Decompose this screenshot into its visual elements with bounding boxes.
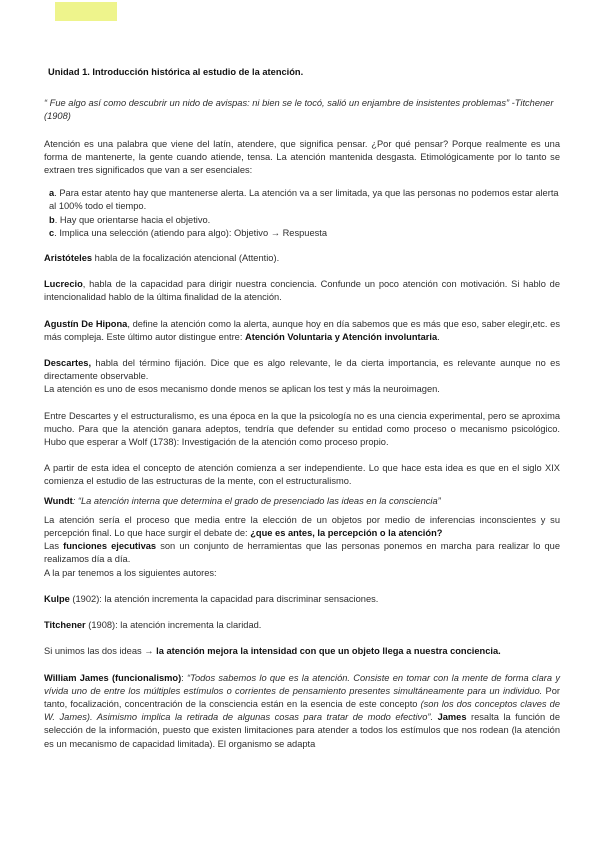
independiente-paragraph: A partir de esta idea el concepto de atención comienza a ser independiente. Lo que hace esta idea es que en el siglo XIX comienza el estudio de las estructuras de la mente, con el estructuralismo. [44, 463, 560, 487]
list-item: c. Implica una selección (atiendo para algo): Objetivo → Respuesta [49, 227, 328, 238]
proceso-paragraph: La atención sería el proceso que media entre la elección de un objetos por medio de inferencias inconscientes y su percepción final. Lo que hace surgir el debate de: ¿que es antes, la percepción o la atención? [44, 514, 560, 539]
opening-quote: “ Fue algo así como descubrir un nido de avispas: ni bien se le tocó, salió un enjambre de insistentes problemas” -Titchener (1908) [44, 98, 554, 122]
list-item: b. Hay que orientarse hacia el objetivo. [49, 214, 211, 225]
james-paragraph: William James (funcionalismo): “Todos sabemos lo que es la atención. Consiste en tomar con la mente de forma clara y vívida uno de entre los múltiples estímulos o corrientes de pensamiento presentes simultáneamente para un individuo. Por tanto, focalización, concentración de la consciencia están en la esencia de este concepto (son los dos conceptos claves de W. James). Asimismo implica la retirada de algunas cosas para tratar de modo efectivo”. James resalta la función de selección de la información, puesto que existen limitaciones para atender a todos los estímulos que nos rodean (la atención es un mecanismo de capacidad limitada). El organismo se adapta [44, 672, 560, 749]
yellow-highlight-box [55, 2, 117, 21]
funciones-paragraph: Las funciones ejecutivas son un conjunto de herramientas que las personas ponemos en marcha para realizar lo que realizamos día a día. [44, 541, 561, 565]
kulpe-paragraph: Kulpe (1902): la atención incrementa la capacidad para discriminar sensaciones. [44, 593, 379, 604]
unimos-paragraph: Si unimos las dos ideas → la atención mejora la intensidad con que un objeto llega a nuestra conciencia. [44, 646, 501, 657]
aristoteles-paragraph: Aristóteles habla de la focalización atencional (Attentio). [44, 253, 280, 264]
estructuralismo-paragraph: Entre Descartes y el estructuralismo, es una época en la que la psicología no es una ciencia experimental, pero se aproxima mucho. Para que la atención ganara adeptos, tendría que defender su entidad como proceso o mecanismo psicológico. Hubo que esperar a Wolf (1738): Investigación de la atención como proceso propio. [44, 410, 560, 448]
lucrecio-paragraph: Lucrecio, habla de la capacidad para dirigir nuestra conciencia. Confunde un poco atención con motivación. Si hablo de intencionalidad hablo de la última finalidad de la atención. [44, 279, 560, 303]
unit-title: Unidad 1. Introducción histórica al estudio de la atención. [48, 67, 304, 77]
document-body [44, 66, 560, 764]
agustin-paragraph: Agustín De Hipona, define la atención como la alerta, aunque hoy en día sabemos que es más que eso, saber elegir,etc. es más compleja. Este último autor distingue entre: Atención Voluntaria y Atención involuntaria. [44, 318, 560, 342]
intro-paragraph: Atención es una palabra que viene del latín, atendere, que significa pensar. ¿Por qué pensar? Porque realmente es una forma de mantenerte, la gente cuando atiende, tensa. La atención mantenida desgasta. Etimológicamente por lo tanto se extraen tres significados que van a ser esenciales: [44, 138, 560, 176]
meanings-list [44, 187, 560, 240]
titchener-paragraph: Titchener (1908): la atención incrementa la claridad. [44, 620, 262, 631]
list-item: a. Para estar atento hay que mantenerse alerta. La atención va a ser limitada, ya que las personas no podemos estar alerta al 100% todo el tiempo. [49, 188, 559, 212]
autores-intro: A la par tenemos a los siguientes autores: [44, 567, 217, 578]
descartes-paragraph: Descartes, habla del término fijación. Dice que es algo relevante, le da cierta importancia, es relevante aunque no es directamente observable. La atención es uno de esos mecanismo donde menos se aplican los test y más la neuroimagen. [44, 358, 560, 395]
wundt-paragraph: Wundt: “La atención interna que determina el grado de presenciado las ideas en la consciencia” [44, 495, 441, 506]
